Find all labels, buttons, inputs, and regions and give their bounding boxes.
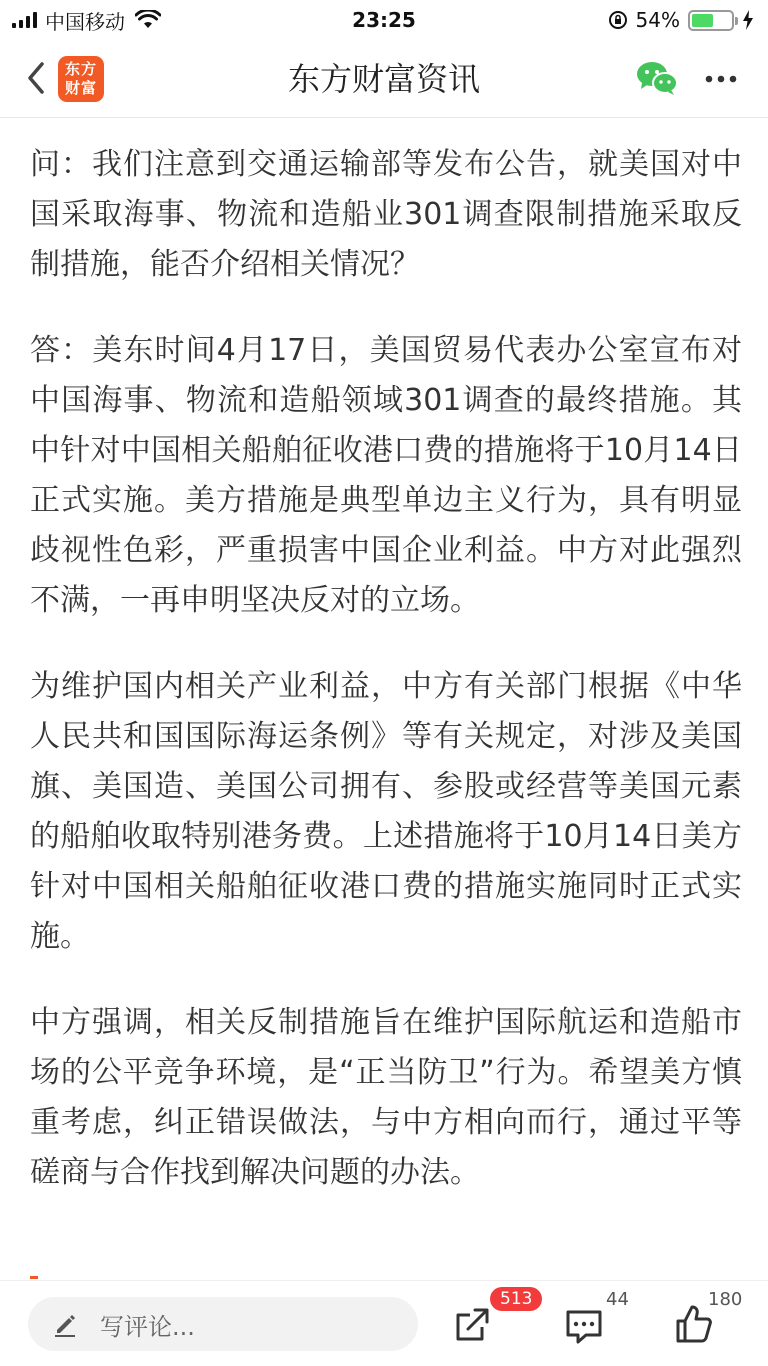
logo-line-1: 东方 — [64, 60, 97, 78]
paragraph-question: 问：我们注意到交通运输部等发布公告，就美国对中国采取海事、物流和造船业301调查限制措施采取反制措施，能否介绍相关情况？ — [30, 147, 742, 282]
more-icon[interactable] — [704, 74, 738, 84]
share-icon[interactable] — [452, 1305, 492, 1345]
logo-line-2: 财富 — [64, 79, 97, 97]
status-left — [12, 0, 161, 40]
charging-icon — [742, 10, 754, 30]
wechat-icon[interactable] — [636, 60, 678, 96]
share-count-badge: 513 — [490, 1287, 542, 1311]
comment-placeholder: 写评论... — [100, 1312, 195, 1341]
app-logo — [58, 56, 104, 102]
status-time: 23:25 — [352, 8, 416, 32]
article-body — [30, 140, 742, 1234]
paragraph-countermeasures: 为维护国内相关产业利益，中方有关部门根据《中华人民共和国国际海运条例》等有关规定，对涉及美国旗、美国造、美国公司拥有、参股或经营等美国元素的船舶收取特别港务费。上述措施将于10月14日美方针对中国相关船舶征收港口费的措施实施同时正式实施。 — [30, 669, 742, 954]
wifi-icon — [135, 10, 161, 30]
page-title: 东方财富资讯 — [287, 60, 480, 98]
section-marker — [30, 1276, 38, 1279]
comment-count: 44 — [606, 1289, 629, 1310]
paragraph-emphasis: 中方强调，相关反制措施旨在维护国际航运和造船市场的公平竞争环境，是“正当防卫”行为。希望美方慎重考虑，纠正错误做法，与中方相向而行，通过平等磋商与合作找到解决问题的办法。 — [30, 1005, 742, 1190]
status-bar — [0, 0, 768, 40]
battery-icon — [688, 10, 734, 31]
carrier-name: 中国移动 — [45, 9, 125, 34]
pen-icon — [52, 1311, 78, 1337]
comment-icon[interactable] — [564, 1307, 604, 1345]
battery-level — [692, 14, 713, 27]
like-count: 180 — [708, 1289, 743, 1310]
comment-input[interactable] — [28, 1297, 418, 1351]
rotation-lock-icon — [608, 10, 628, 30]
bottom-action-bar — [0, 1280, 768, 1366]
nav-bar — [0, 40, 768, 118]
paragraph-answer: 答：美东时间4月17日，美国贸易代表办公室宣布对中国海事、物流和造船领域301调查的最终措施。其中针对中国相关船舶征收港口费的措施将于10月14日正式实施。美方措施是典型单边主义行为，具有明显歧视性色彩，严重损害中国企业利益。中方对此强烈不满，一再申明坚决反对的立场。 — [30, 333, 742, 618]
battery-percent: 54% — [635, 8, 680, 32]
signal-icon — [12, 12, 37, 28]
back-icon[interactable] — [22, 58, 52, 98]
status-right — [608, 0, 754, 40]
